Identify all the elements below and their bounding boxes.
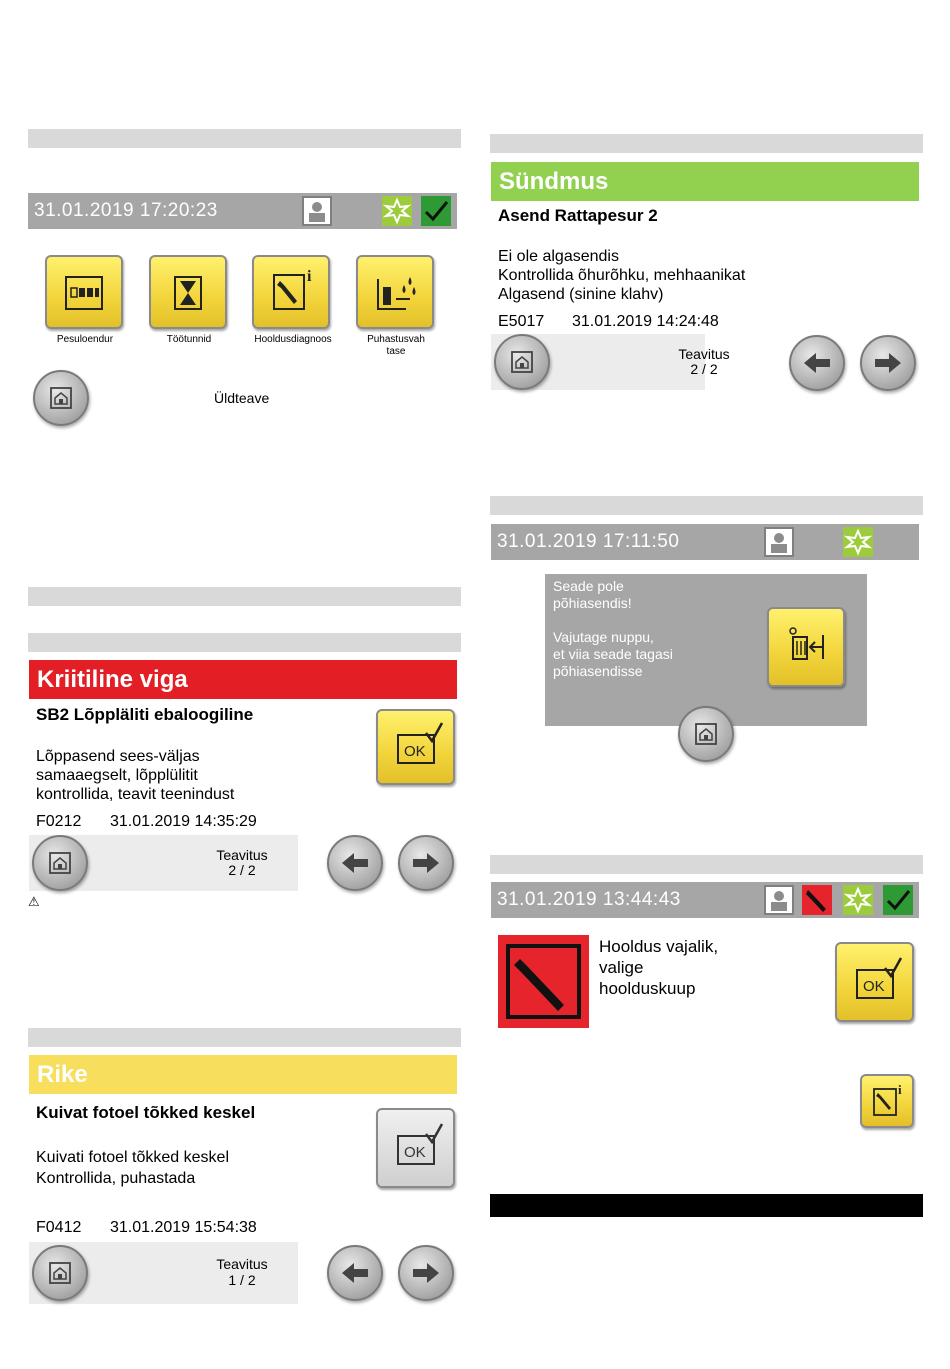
tile-label: Pesuloendur: [56, 334, 114, 345]
check-icon[interactable]: [421, 196, 451, 226]
fault-title: Kuivat fotoel tõkked keskel: [36, 1103, 256, 1122]
home-icon: [47, 850, 73, 876]
error-datetime: 31.01.2019 14:35:29: [110, 813, 257, 830]
home-button[interactable]: [32, 835, 88, 891]
status-bar: [491, 882, 919, 918]
general-info-label: Üldteave: [214, 390, 270, 406]
ok-text: OK: [404, 743, 426, 760]
separator-bar: [490, 134, 923, 153]
ok-check-icon: [837, 944, 912, 1020]
error-line-3: kontrollida, teavit teenindust: [36, 786, 235, 803]
wrench-info-icon: [862, 1076, 912, 1126]
message-line: Vajutage nuppu,: [553, 629, 654, 645]
service-diagnosis-button[interactable]: [252, 255, 330, 329]
service-required-icon: [498, 935, 589, 1028]
tile-label: Töötunnid: [166, 334, 212, 345]
warning-icon: ⚠: [28, 895, 40, 910]
message-line: et viia seade tagasi: [553, 646, 673, 662]
wrench-icon[interactable]: [802, 885, 832, 915]
event-code: E5017: [498, 313, 545, 330]
hourglass-icon: [151, 257, 225, 327]
notification-count: 1 / 2: [228, 1272, 256, 1288]
service-diagnosis-button[interactable]: [860, 1074, 914, 1128]
ok-text: OK: [404, 1144, 426, 1161]
wash-counter-button[interactable]: [45, 255, 123, 329]
event-header: Sündmus: [491, 162, 919, 201]
ok-text: OK: [863, 978, 885, 995]
separator-bar: [28, 1028, 461, 1047]
ok-button[interactable]: [376, 1108, 455, 1188]
arrow-right-icon: [411, 1261, 441, 1285]
service-message-2: valige: [599, 958, 644, 977]
flower-icon[interactable]: [843, 885, 873, 915]
arrow-right-icon: [873, 351, 903, 375]
arrow-left-icon: [340, 851, 370, 875]
service-message-1: Hooldus vajalik,: [599, 937, 719, 956]
ok-check-icon: [378, 1110, 453, 1186]
error-title: SB2 Lõppläliti ebaloogiline: [36, 705, 254, 724]
svg-text:i: i: [307, 268, 312, 285]
previous-button[interactable]: [327, 1245, 383, 1301]
notification-count: 2 / 2: [228, 862, 256, 878]
detergent-level-button[interactable]: [356, 255, 434, 329]
tile-label: Puhastusvah: [367, 334, 425, 345]
error-line-2: samaaegselt, lõpplülitit: [36, 767, 198, 784]
flower-icon[interactable]: [382, 196, 412, 226]
arrow-left-icon: [340, 1261, 370, 1285]
notification-label: Teavitus: [678, 346, 730, 362]
message-line: põhiasendisse: [553, 663, 643, 679]
next-button[interactable]: [398, 1245, 454, 1301]
check-icon[interactable]: [883, 885, 913, 915]
tile-label-line2: tase: [386, 346, 406, 357]
home-position-icon: [769, 609, 843, 685]
fault-datetime: 31.01.2019 15:54:38: [110, 1219, 257, 1236]
notification-label: Teavitus: [216, 1256, 268, 1272]
notification-label: Teavitus: [216, 847, 268, 863]
separator-bar: [490, 855, 923, 874]
status-bar: [491, 524, 919, 560]
wrench-info-icon: [254, 257, 328, 327]
home-button[interactable]: [32, 1245, 88, 1301]
error-line-1: Lõppasend sees-väljas: [36, 748, 200, 765]
datetime: 31.01.2019 17:11:50: [497, 531, 680, 552]
ok-check-icon: [378, 711, 453, 783]
tile-label: Hooldusdiagnoos: [254, 334, 332, 345]
separator-bar: [28, 129, 461, 148]
service-message-3: hoolduskuup: [599, 979, 696, 998]
home-icon: [47, 1260, 73, 1286]
home-icon: [509, 349, 535, 375]
detergent-level-icon: [358, 257, 432, 327]
notification-count: 2 / 2: [690, 361, 718, 377]
event-datetime: 31.01.2019 14:24:48: [572, 313, 719, 330]
event-line-3: Algasend (sinine klahv): [498, 286, 664, 303]
user-icon[interactable]: [302, 196, 332, 226]
flower-icon[interactable]: [843, 527, 873, 557]
black-bar: [490, 1194, 923, 1217]
separator-bar: [28, 633, 461, 652]
home-icon: [693, 721, 719, 747]
user-icon[interactable]: [764, 885, 794, 915]
event-line-1: Ei ole algasendis: [498, 248, 619, 265]
svg-text:i: i: [898, 1082, 902, 1097]
separator-bar: [490, 496, 923, 515]
home-button[interactable]: [494, 334, 550, 390]
event-title: Asend Rattapesur 2: [498, 206, 658, 225]
arrow-right-icon: [411, 851, 441, 875]
arrow-left-icon: [802, 351, 832, 375]
hours-button[interactable]: [149, 255, 227, 329]
previous-button[interactable]: [789, 335, 845, 391]
next-button[interactable]: [860, 335, 916, 391]
ok-button[interactable]: [835, 942, 914, 1022]
fault-header: Rike: [29, 1055, 457, 1094]
status-bar: [28, 193, 457, 229]
previous-button[interactable]: [327, 835, 383, 891]
home-button[interactable]: [33, 370, 89, 426]
message-line: põhiasendis!: [553, 595, 632, 611]
counter-icon: [47, 257, 121, 327]
fault-code: F0412: [36, 1219, 82, 1236]
fault-line-2: Kontrollida, puhastada: [36, 1170, 196, 1187]
home-icon: [48, 385, 74, 411]
event-line-2: Kontrollida õhurõhku, mehhaanikat: [498, 267, 746, 284]
ok-button[interactable]: [376, 709, 455, 785]
home-button[interactable]: [678, 706, 734, 762]
datetime: 31.01.2019 17:20:23: [34, 200, 218, 221]
error-code: F0212: [36, 813, 82, 830]
separator-bar: [28, 587, 461, 606]
datetime: 31.01.2019 13:44:43: [497, 889, 681, 910]
next-button[interactable]: [398, 835, 454, 891]
user-icon[interactable]: [764, 527, 794, 557]
critical-error-header: Kriitiline viga: [29, 660, 457, 699]
message-line: Seade pole: [553, 578, 624, 594]
return-home-position-button[interactable]: [767, 607, 845, 687]
fault-line-1: Kuivati fotoel tõkked keskel: [36, 1149, 229, 1166]
